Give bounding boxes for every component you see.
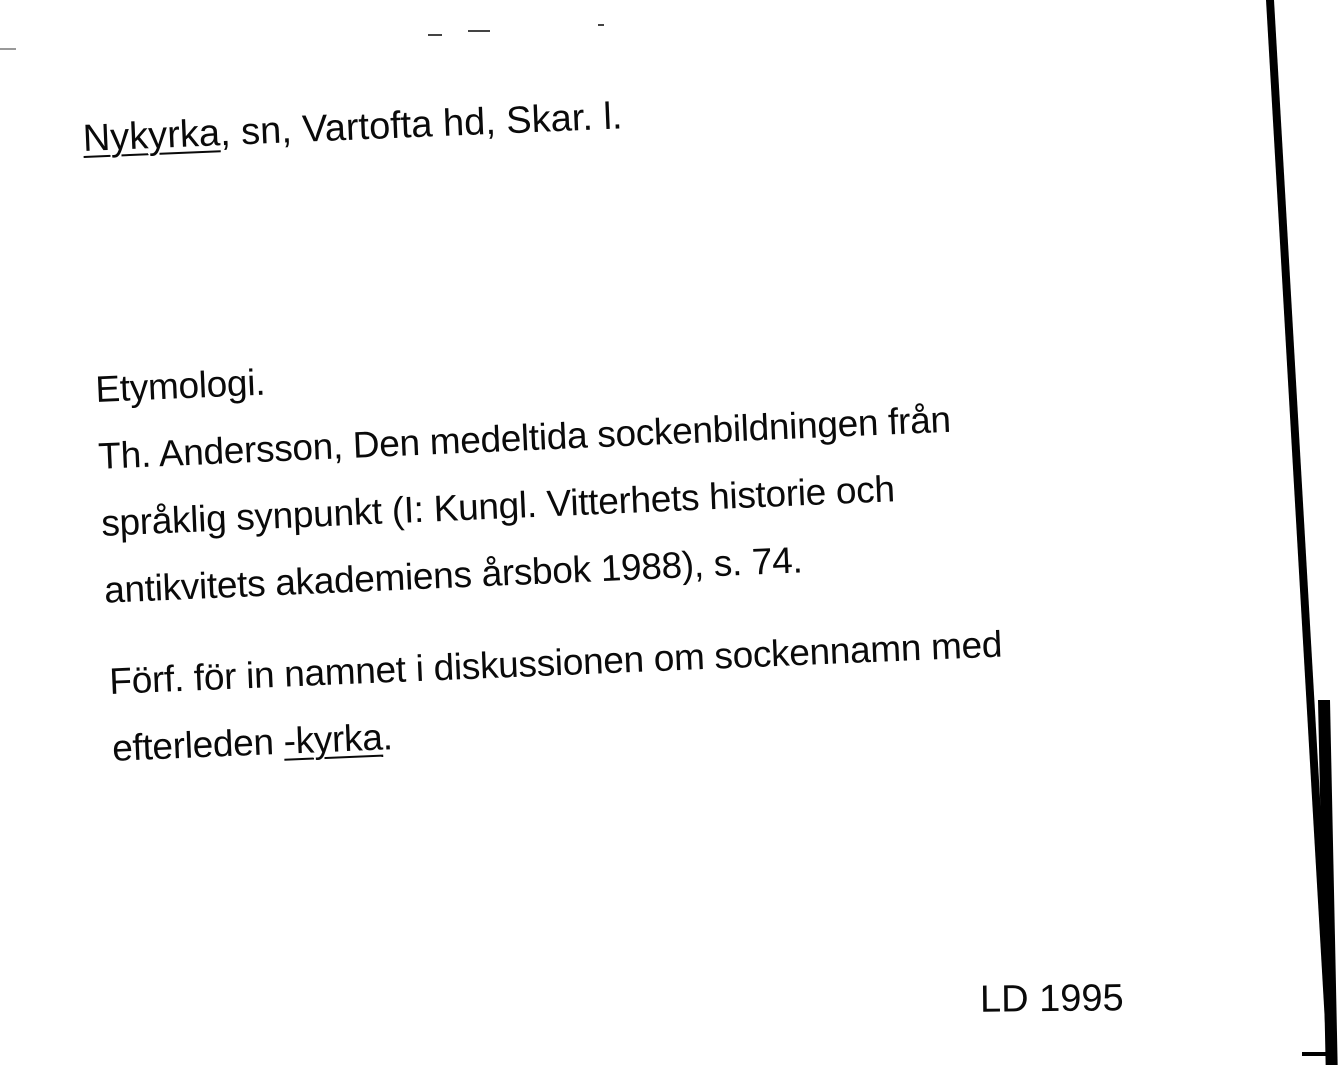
scan-speck bbox=[428, 34, 442, 36]
card-right-edge-shadow bbox=[1318, 700, 1338, 1065]
reference-line: Th. Andersson, Den medeltida sockenbildningen från bbox=[97, 398, 952, 477]
etymology-section bbox=[94, 319, 958, 624]
reference-line: antikvitets akademiens årsbok 1988), s. 74. bbox=[103, 539, 804, 611]
scan-speck bbox=[468, 30, 490, 32]
place-name: Nykyrka bbox=[82, 112, 221, 160]
suffix-term: -kyrka bbox=[282, 716, 384, 762]
place-details: , sn, Vartofta hd, Skar. l. bbox=[219, 95, 624, 155]
note-section bbox=[108, 611, 1006, 782]
scan-speck bbox=[598, 24, 604, 26]
scan-speck bbox=[0, 48, 16, 50]
note-line: Förf. för in namnet i diskussionen om sockennamn med bbox=[108, 623, 1003, 702]
note-prefix: efterleden bbox=[111, 720, 285, 769]
etymology-label: Etymologi. bbox=[94, 361, 266, 410]
reference-line: språklig synpunkt (I: Kungl. Vitterhets historie och bbox=[100, 468, 896, 544]
entry-heading bbox=[82, 95, 623, 161]
corner-mark bbox=[1302, 1052, 1332, 1056]
note-suffix: . bbox=[381, 716, 394, 758]
signature: LD 1995 bbox=[979, 977, 1124, 1021]
